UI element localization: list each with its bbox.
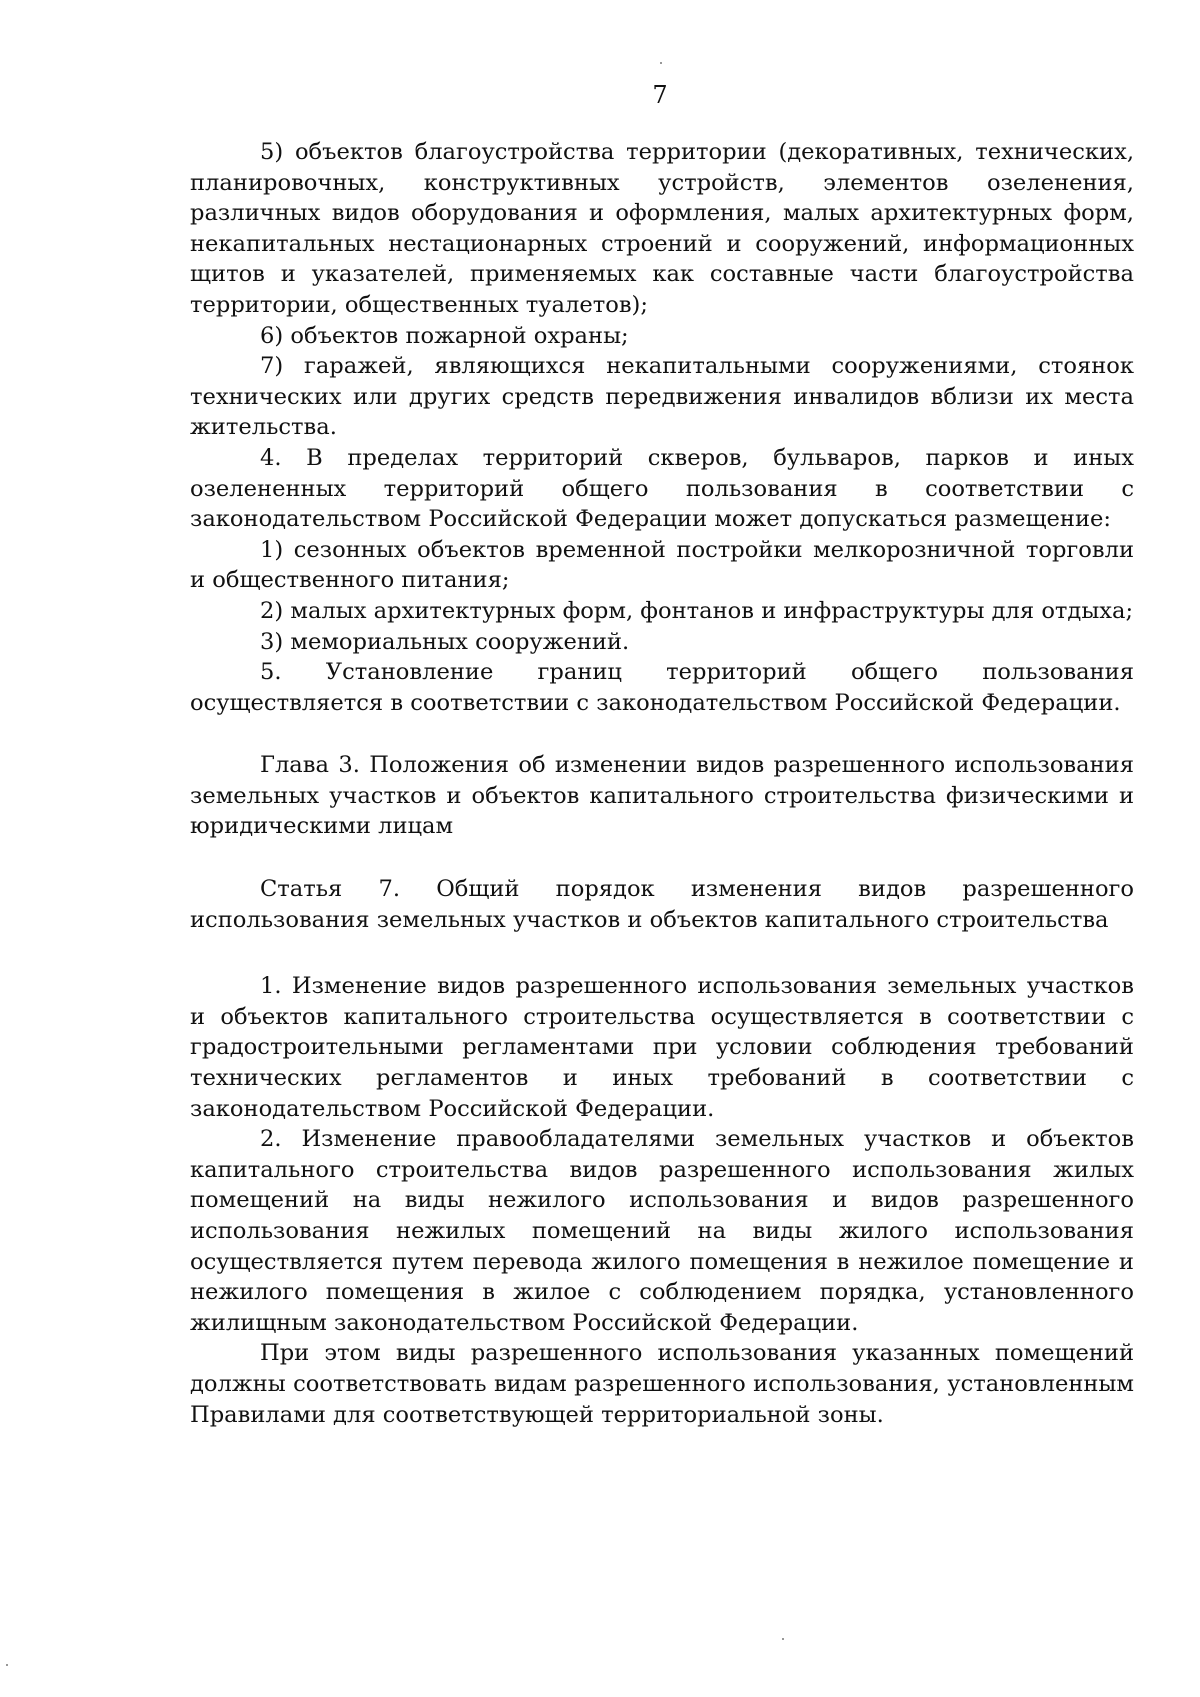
- page-body: [190, 137, 1134, 1430]
- spacer: [190, 935, 1134, 971]
- scan-speck: [6, 1664, 8, 1666]
- article-clause-1: 1. Изменение видов разрешенного использования земельных участков и объектов капитального строительства осуществляется в соответствии с градостроительными регламентами при условии соблюдения требований технических регламентов и иных требований в соответствии с законодательством Российской Федерации.: [190, 973, 1134, 1122]
- list-item-7-garages: 7) гаражей, являющихся некапитальными сооружениями, стоянок технических или других средств передвижения инвалидов вблизи их места жительства.: [190, 353, 1134, 441]
- list-item-6-fire-protection: 6) объектов пожарной охраны;: [260, 322, 629, 349]
- list-item-3-memorials: 3) мемориальных сооружений.: [260, 628, 630, 655]
- article-clause-2: 2. Изменение правообладателями земельных участков и объектов капитального строительства видов разрешенного использования жилых помещений на виды нежилого использования и видов разрешенного использования нежилых помещений на виды жилого использования осуществляется путем перевода жилого помещения в нежилое помещение и нежилого помещения в жилое с соблюдением порядка, установленного жилищным законодательством Российской Федерации.: [190, 1126, 1134, 1336]
- chapter-heading: Глава 3. Положения об изменении видов разрешенного использования земельных участков и объектов капитального строительства физическими и юридическими лицам: [190, 752, 1134, 840]
- article-clause-note: При этом виды разрешенного использования указанных помещений должны соответствовать видам разрешенного использования, установленным Правилами для соответствующей территориальной зоны.: [190, 1340, 1134, 1428]
- scan-speck: [660, 62, 662, 64]
- list-item-2-small-forms: 2) малых архитектурных форм, фонтанов и инфраструктуры для отдыха;: [260, 597, 1134, 624]
- article-heading: Статья 7. Общий порядок изменения видов разрешенного использования земельных участков и объектов капитального строительства: [190, 876, 1134, 933]
- clause-5-boundaries: 5. Установление границ территорий общего пользования осуществляется в соответствии с законодательством Российской Федерации.: [190, 659, 1134, 716]
- scan-speck: [782, 1638, 784, 1640]
- clause-4-placement: 4. В пределах территорий скверов, бульваров, парков и иных озелененных территорий общего пользования в соответствии с законодательством Российской Федерации может допускаться размещение:: [190, 444, 1134, 533]
- list-item-1-seasonal-objects: 1) сезонных объектов временной постройки мелкорозничной торговли и общественного питания;: [190, 536, 1134, 594]
- page-number: 7: [652, 81, 668, 109]
- list-item-5-landscaping: 5) объектов благоустройства территории (декоративных, технических, планировочных, конструктивных устройств, элементов озеленения, различных видов оборудования и оформления, малых архитектурных форм, некапитальных нестационарных строений и сооружений, информационных щитов и указателей, применяемых как составные части благоустройства территории, общественных туалетов);: [190, 139, 1134, 318]
- spacer: [190, 842, 1134, 874]
- spacer: [190, 718, 1134, 750]
